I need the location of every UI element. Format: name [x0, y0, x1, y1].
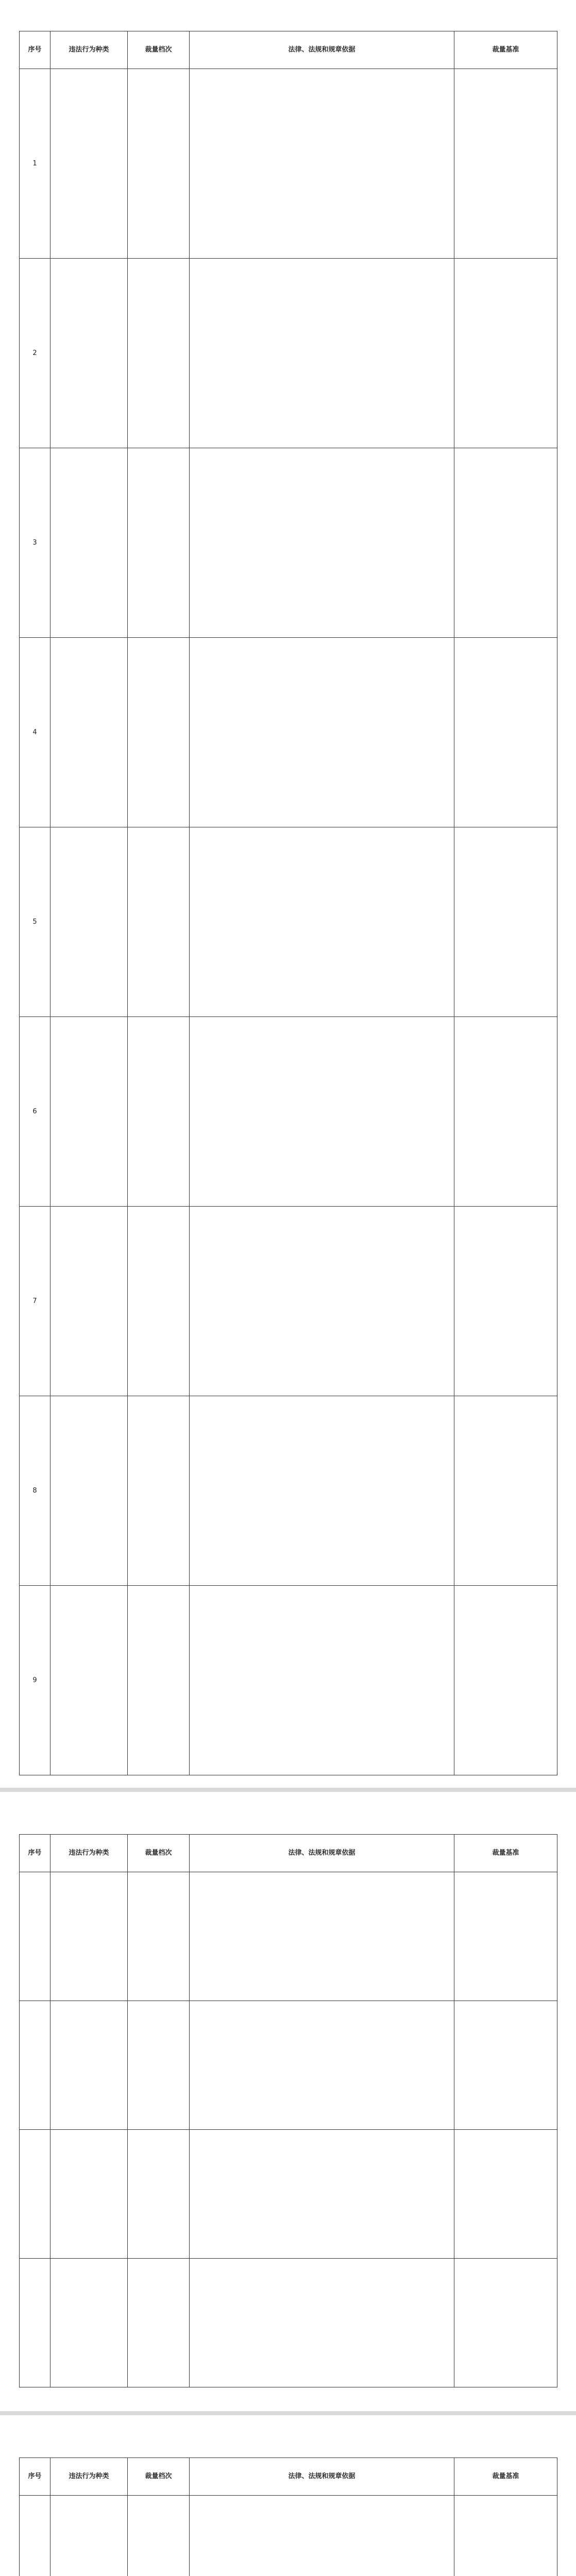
- table-1-header-row: [20, 31, 557, 69]
- section-3: [0, 2458, 576, 2576]
- section-divider: [0, 2411, 576, 2415]
- header-level: 裁量档次: [128, 31, 190, 69]
- table-row: [20, 638, 557, 827]
- cell-level: [128, 1586, 190, 1775]
- cell-basis: [190, 827, 454, 1017]
- cell-basis: [190, 2496, 454, 2576]
- table-row: [20, 69, 557, 259]
- cell-level: [128, 1017, 190, 1207]
- cell-basis: [190, 448, 454, 638]
- cell-no: 3: [20, 448, 50, 638]
- cell-no: 5: [20, 827, 50, 1017]
- section-2: [0, 1834, 576, 2387]
- cell-basis: [190, 1586, 454, 1775]
- cell-type: [50, 259, 128, 448]
- cell-level: [128, 2130, 190, 2259]
- table-3: [19, 2458, 557, 2576]
- cell-standard: [454, 1207, 557, 1396]
- cell-type: [50, 1396, 128, 1586]
- table-row: [20, 2130, 557, 2259]
- cell-no: 7: [20, 1207, 50, 1396]
- cell-type: [50, 448, 128, 638]
- cell-basis: [190, 2001, 454, 2130]
- cell-basis: [190, 69, 454, 259]
- cell-standard: [454, 1872, 557, 2001]
- cell-level: [128, 1396, 190, 1586]
- cell-standard: [454, 259, 557, 448]
- cell-no: 4: [20, 638, 50, 827]
- table-3-header-row: [20, 2458, 557, 2496]
- header-type: 违法行为种类: [50, 1835, 128, 1872]
- table-row: [20, 448, 557, 638]
- cell-standard: [454, 2259, 557, 2387]
- table-row: [20, 827, 557, 1017]
- header-no: 序号: [20, 1835, 50, 1872]
- cell-standard: [454, 2130, 557, 2259]
- table-3-body: [20, 2496, 557, 2576]
- header-basis: 法律、法规和规章依据: [190, 31, 454, 69]
- cell-standard: [454, 448, 557, 638]
- table-row: [20, 1872, 557, 2001]
- header-basis: 法律、法规和规章依据: [190, 2458, 454, 2496]
- cell-level: [128, 69, 190, 259]
- cell-level: [128, 448, 190, 638]
- table-row: [20, 1207, 557, 1396]
- cell-type: [50, 2259, 128, 2387]
- cell-type: [50, 1872, 128, 2001]
- cell-type: [50, 69, 128, 259]
- cell-basis: [190, 1207, 454, 1396]
- table-row: [20, 259, 557, 448]
- header-standard: 裁量基准: [454, 31, 557, 69]
- cell-no: 9: [20, 1586, 50, 1775]
- table-row: [20, 1586, 557, 1775]
- cell-basis: [190, 1872, 454, 2001]
- cell-basis: [190, 259, 454, 448]
- table-2: [19, 1834, 557, 2387]
- header-standard: 裁量基准: [454, 1835, 557, 1872]
- cell-basis: [190, 2130, 454, 2259]
- section-1: [0, 31, 576, 1775]
- cell-type: [50, 2130, 128, 2259]
- cell-no: 6: [20, 1017, 50, 1207]
- header-type: 违法行为种类: [50, 2458, 128, 2496]
- cell-no: 2: [20, 259, 50, 448]
- table-2-body: [20, 1872, 557, 2387]
- cell-type: [50, 827, 128, 1017]
- cell-type: [50, 638, 128, 827]
- cell-level: [128, 1207, 190, 1396]
- table-1-body: [20, 69, 557, 1775]
- cell-standard: [454, 2001, 557, 2130]
- table-row: [20, 1396, 557, 1586]
- section-divider: [0, 1788, 576, 1792]
- cell-no: 8: [20, 1396, 50, 1586]
- header-no: 序号: [20, 31, 50, 69]
- header-standard: 裁量基准: [454, 2458, 557, 2496]
- cell-standard: [454, 827, 557, 1017]
- cell-level: [128, 2001, 190, 2130]
- cell-no: [20, 2001, 50, 2130]
- table-row: [20, 2496, 557, 2576]
- table-row: [20, 2259, 557, 2387]
- cell-level: [128, 2496, 190, 2576]
- cell-level: [128, 1872, 190, 2001]
- cell-no: [20, 2259, 50, 2387]
- header-level: 裁量档次: [128, 1835, 190, 1872]
- cell-no: [20, 2496, 50, 2576]
- cell-type: [50, 1586, 128, 1775]
- cell-level: [128, 2259, 190, 2387]
- cell-standard: [454, 638, 557, 827]
- cell-basis: [190, 638, 454, 827]
- cell-standard: [454, 69, 557, 259]
- cell-basis: [190, 2259, 454, 2387]
- cell-no: 1: [20, 69, 50, 259]
- cell-type: [50, 2496, 128, 2576]
- cell-standard: [454, 1586, 557, 1775]
- cell-level: [128, 259, 190, 448]
- header-type: 违法行为种类: [50, 31, 128, 69]
- header-basis: 法律、法规和规章依据: [190, 1835, 454, 1872]
- header-level: 裁量档次: [128, 2458, 190, 2496]
- cell-basis: [190, 1396, 454, 1586]
- cell-basis: [190, 1017, 454, 1207]
- cell-type: [50, 1207, 128, 1396]
- cell-no: [20, 2130, 50, 2259]
- cell-no: [20, 1872, 50, 2001]
- table-2-header-row: [20, 1835, 557, 1872]
- cell-type: [50, 1017, 128, 1207]
- header-no: 序号: [20, 2458, 50, 2496]
- cell-standard: [454, 2496, 557, 2576]
- cell-level: [128, 638, 190, 827]
- table-row: [20, 1017, 557, 1207]
- cell-level: [128, 827, 190, 1017]
- table-1: [19, 31, 557, 1775]
- table-row: [20, 2001, 557, 2130]
- cell-standard: [454, 1396, 557, 1586]
- cell-type: [50, 2001, 128, 2130]
- cell-standard: [454, 1017, 557, 1207]
